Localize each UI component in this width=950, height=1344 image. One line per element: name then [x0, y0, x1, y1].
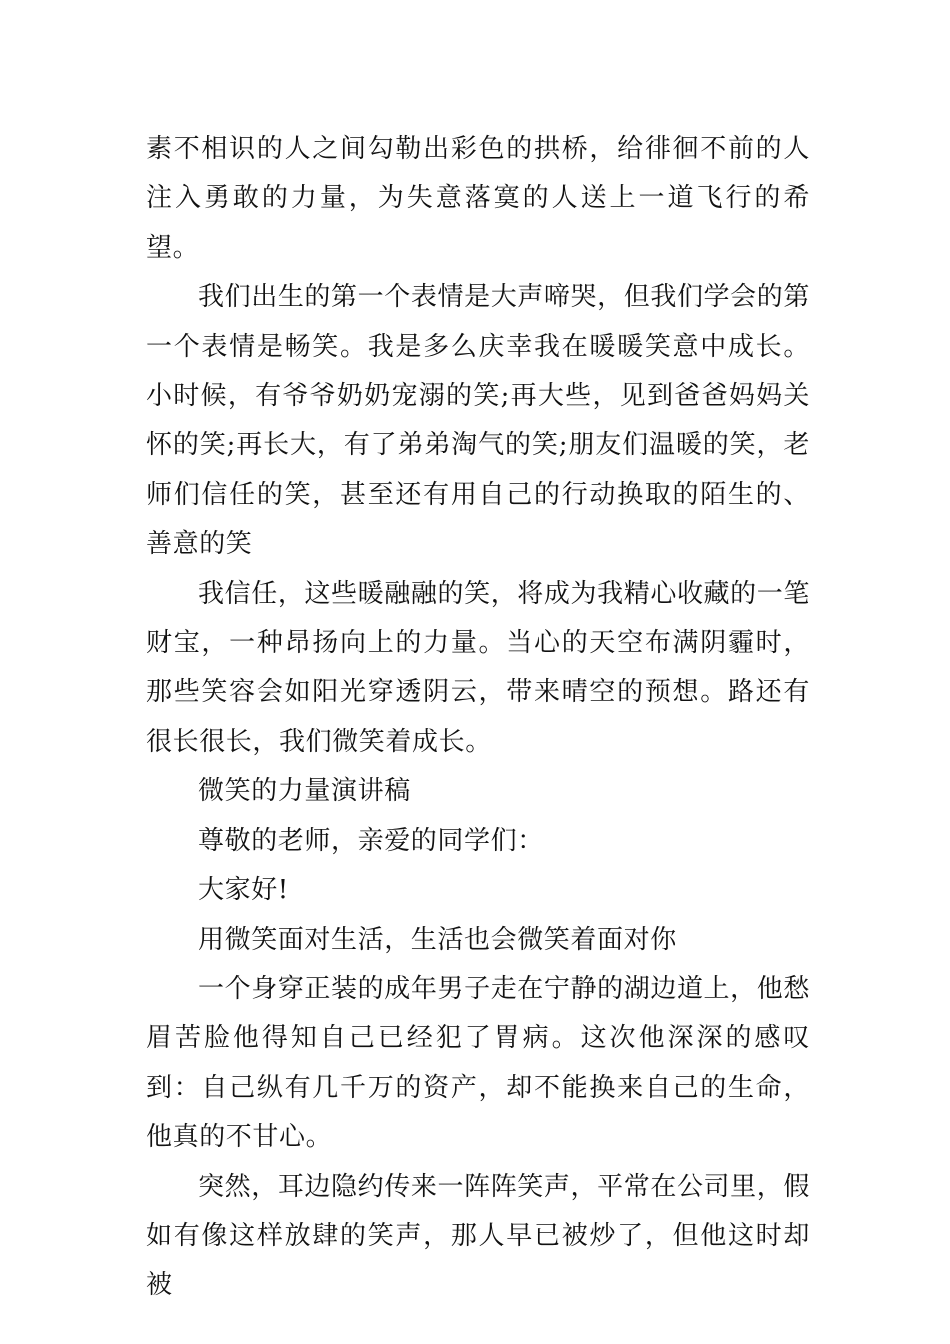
- speech-title: 微笑的力量演讲稿: [198, 776, 411, 807]
- document-body: [146, 125, 810, 1311]
- paragraph-3: 我信任，这些暖融融的笑，将成为我精心收藏的一笔财宝，一种昂扬向上的力量。当心的天空布满阴霾时，那些笑容会如阳光穿透阴云，带来晴空的预想。路还有很长很长，我们微笑着成长。: [146, 578, 810, 757]
- paragraph-9: 突然，耳边隐约传来一阵阵笑声，平常在公司里，假如有像这样放肆的笑声，那人早已被炒了，但他这时却被: [146, 1171, 810, 1301]
- paragraph-1: 素不相识的人之间勾勒出彩色的拱桥，给徘徊不前的人注入勇敢的力量，为失意落寞的人送上一道飞行的希望。: [146, 134, 810, 263]
- theme-line: 用微笑面对生活，生活也会微笑着面对你: [198, 924, 677, 955]
- paragraph-2: 我们出生的第一个表情是大声啼哭，但我们学会的第一个表情是畅笑。我是多么庆幸我在暖暖笑意中成长。小时候，有爷爷奶奶宠溺的笑;再大些，见到爸爸妈妈关怀的笑;再长大，有了弟弟淘气的笑;朋友们温暖的笑，老师们信任的笑，甚至还有用自己的行动换取的陌生的、善意的笑: [146, 282, 810, 560]
- greeting: 大家好!: [198, 875, 289, 906]
- paragraph-8: 一个身穿正装的成年男子走在宁静的湖边道上，他愁眉苦脸他得知自己已经犯了胃病。这次他深深的感叹到：自己纵有几千万的资产，却不能换来自己的生命，他真的不甘心。: [146, 973, 810, 1153]
- salutation: 尊敬的老师，亲爱的同学们：: [198, 825, 544, 856]
